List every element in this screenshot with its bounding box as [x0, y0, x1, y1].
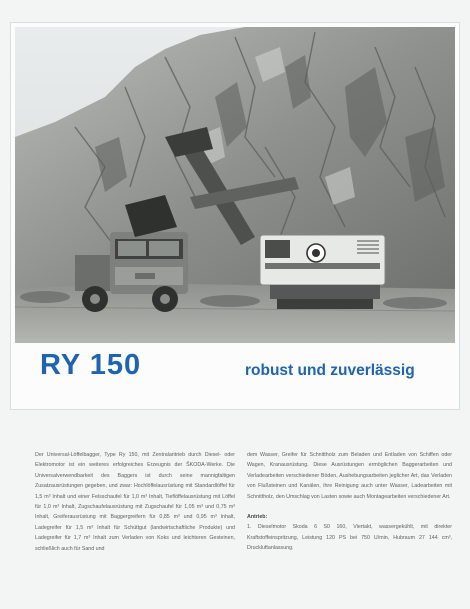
model-title: RY 150 — [40, 349, 142, 381]
quarry-scene-illustration — [15, 27, 455, 343]
tagline: robust und zuverlässig — [245, 362, 415, 379]
intro-paragraph: Der Universal-Löffelbagger, Type Ry 150, mit Zentralantrieb durch Diesel- oder Elektromotor ist ein weiteres erfolgreiches Erzeugnis der ŠKODA-Werke. Die Universalverwendbarkeit des Baggers ist durch seine mannigfaltigen Zusatzausrüstungen gegeben, und zwar: Hochlöffelausrüstung mit Standardlöffel für 1,5 m³ Inhalt und einer Felsschaufel für 1,0 m³ Inhalt, Tieflöffelausrüstung mit Löffel für 1,0 m³ Inhalt, Zugschaufelausrüstung mit Zugschaufel für 1,05 m³ und 0,75 m³ Inhalt, Greiferausrüstung mit Baggergreifern für 0,85 m³ und 0,95 m³ Inhalt, Ladegreifer für 1,5 m³ Inhalt für Schüttgut (landwirtschaftliche Produkte) und Ladegreifer für 1,7 m³ Inhalt zum Verladen von Koks und leichteren Gesteinen, schließlich auch für Sand und — [35, 452, 235, 552]
body-column-left — [35, 450, 235, 554]
applications-paragraph: dem Wasser, Greifer für Schnittholz zum Beladen und Entladen von Schiffen oder Wagen, Kranausrüstung. Diese Ausrüstungen ermöglichen Baggerarbeiten und Verladearbeiten verschiedener Böden, Aushebungsarbeiten jeglicher Art, das Verladen von Flußsteinen und Kanälen, ihre Reinigung auch unter Wasser, Ladearbeiten mit Schnittholz, den Umschlag von Lasten sowie auch Montagearbeiten verschiedener Art. — [247, 452, 452, 500]
excavator-photo — [15, 27, 455, 343]
headline-row — [15, 343, 455, 403]
drive-paragraph: 1. Dieselmotor Skoda 6 S0 160, Viertakt, wassergekühlt, mit direkter Kraftstoffeinspritzung, Leistung 120 PS bei 750 U/min, Hubraum 27 144 cm³, Druckluftanlassung. — [247, 524, 452, 552]
body-column-right — [247, 450, 452, 554]
drive-heading: Antrieb: — [247, 514, 268, 521]
